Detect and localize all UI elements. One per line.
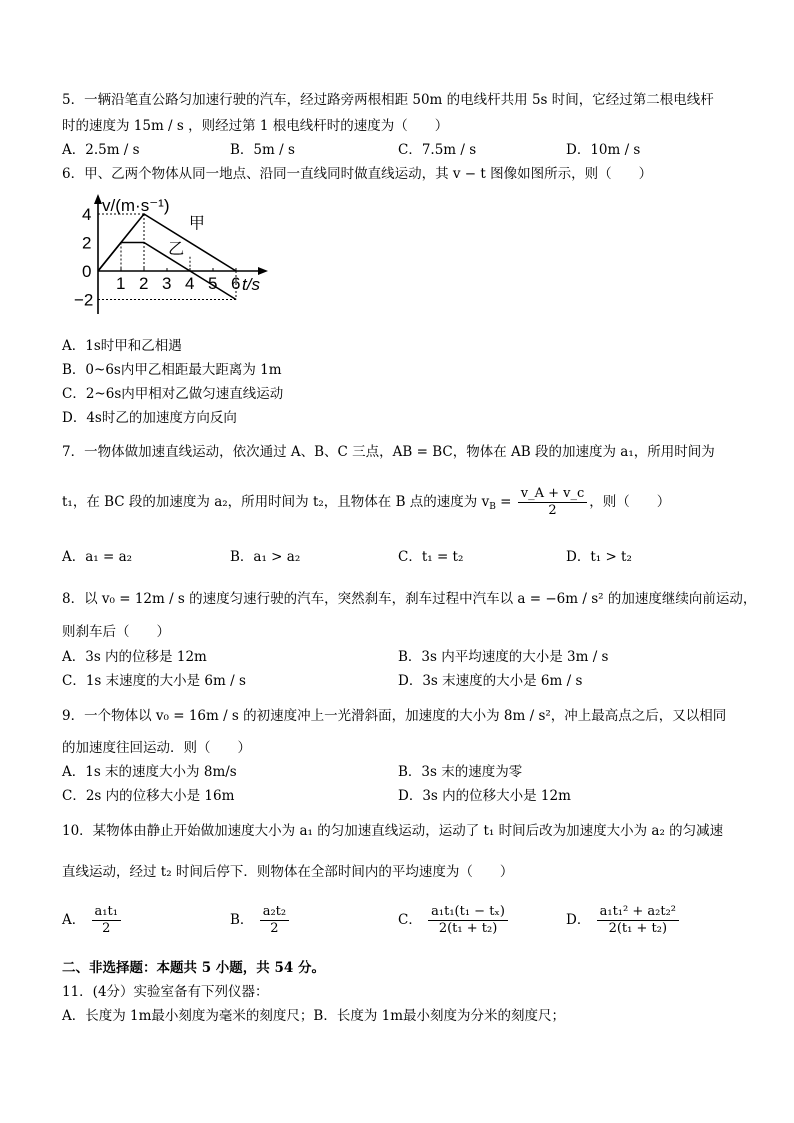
y-tick-label-2: 0 [82,262,92,281]
q7-fraction [518,486,588,519]
q5-option-b: B．5m / s [230,142,295,158]
y-tick-label-0: 4 [82,205,92,224]
x-tick-label-6: 6 [231,274,241,293]
q8-option-b: B．3s 内平均速度的大小是 3m / s [398,649,609,665]
series-label-jia: 甲 [188,213,205,233]
q9-option-d: D．3s 内的位移大小是 12m [398,788,571,804]
series-label-yi: 乙 [168,238,185,258]
x-tick-label-1: 1 [116,274,126,293]
q10-option-b-den: 2 [270,921,279,936]
q6-stem: 6．甲、乙两个物体从同一地点、沿同一直线同时做直线运动，其 v − t 图像如图所示，则（ ） [62,166,653,182]
q10-stem-line2: 直线运动，经过 t₂ 时间后停下．则物体在全部时间内的平均速度为（ ） [62,864,514,880]
series-line-jia [98,214,236,271]
y-axis-arrow [94,194,102,204]
q5-option-a: A．2.5m / s [62,142,140,158]
q7-frac-den: 2 [548,503,557,518]
q9-option-b: B．3s 末的速度为零 [398,764,523,780]
q9-option-c: C．2s 内的位移大小是 16m [62,788,235,804]
q10-option-d-num: a₁t₁² + a₂t₂² [597,904,679,921]
q5-stem-line1: 5．一辆沿笔直公路匀加速行驶的汽车，经过路旁两根相距 50m 的电线杆共用 5s 时间，它经过第二根电线杆 [62,92,714,108]
q10-option-c [398,900,510,940]
q8-option-c: C．1s 末速度的大小是 6m / s [62,673,246,689]
q8-option-d: D．3s 末速度的大小是 6m / s [398,673,583,689]
q7-option-d: D．t₁ > t₂ [566,549,632,565]
x-axis-arrow [258,267,268,275]
q10-option-a-num: a₁t₁ [92,904,121,921]
q9-option-a: A．1s 末的速度大小为 8m/s [62,764,237,780]
q11-line: A．长度为 1m最小刻度为毫米的刻度尺；B．长度为 1m最小刻度为分米的刻度尺； [62,1008,566,1024]
q11-stem: 11．(4分）实验室备有下列仪器： [62,984,269,1000]
q7-option-c: C．t₁ = t₂ [398,549,464,565]
q5-stem-line2: 时的速度为 15m / s ，则经过第 1 根电线杆时的速度为（ ） [62,118,449,134]
x-tick-label-4: 4 [185,274,195,293]
q6-option-c: C．2~6s内甲相对乙做匀速直线运动 [62,386,284,402]
q10-option-d-den: 2(t₁ + t₂) [608,921,668,936]
q10-option-c-label: C． [398,912,422,928]
q9-stem-line1: 9．一个物体以 v₀ = 16m / s 的初速度冲上一光滑斜面，加速度的大小为 8m / s²，冲上最高点之后，又以相同 [62,708,727,724]
q7-line2-post: ，则（ ） [589,494,671,510]
section2-heading: 二、非选择题：本题共 5 小题，共 54 分。 [62,960,325,976]
q6-option-b: B．0~6s内甲乙相距最大距离为 1m [62,362,282,378]
x-tick-label-2: 2 [139,274,149,293]
q10-option-a-den: 2 [102,921,111,936]
q7-stem-line1: 7．一物体做加速直线运动，依次通过 A、B、C 三点，AB = BC，物体在 AB 段的加速度为 a₁，所用时间为 [62,444,715,460]
q7-option-a: A．a₁ = a₂ [62,549,133,565]
q5-option-d: D．10m / s [566,142,641,158]
q7-line2-pre: t₁，在 BC 段的加速度为 a₂，所用时间为 t₂，且物体在 B 点的速度为 v [62,494,490,510]
y-axis-label: v/(m·s⁻¹) [102,196,170,215]
q10-stem-line1: 10．某物体由静止开始做加速度大小为 a₁ 的匀加速直线运动，运动了 t₁ 时间后改为加速度大小为 a₂ 的匀减速 [62,823,724,839]
q9-stem-line2: 的加速度往回运动．则（ ） [62,740,251,756]
q6-option-a: A．1s时甲和乙相遇 [62,338,182,354]
x-tick-label-5: 5 [208,274,218,293]
x-tick-label-3: 3 [162,274,172,293]
q10-option-c-num: a₁t₁(t₁ − tₓ) [428,904,508,921]
y-tick-label-3: −2 [74,290,94,310]
q10-option-c-den: 2(t₁ + t₂) [438,921,498,936]
q10-option-b [230,900,291,940]
x-axis-label: t/s [242,275,260,294]
q5-option-c: C．7.5m / s [398,142,477,158]
q6-option-d: D．4s时乙的加速度方向反向 [62,410,237,426]
vt-graph [74,192,284,320]
q8-stem-line1: 8．以 v₀ = 12m / s 的速度匀速行驶的汽车，突然刹车，刹车过程中汽车以 a = −6m / s² 的加速度继续向前运动， [62,591,757,607]
q10-option-d-label: D． [566,912,591,928]
q8-stem-line2: 则刹车后（ ） [62,624,170,640]
q10-option-d [566,900,681,940]
q7-stem-line2: t₁，在 BC 段的加速度为 a₂，所用时间为 t₂，且物体在 B 点的速度为 $v_B$ = $\frac{v\_A + v\_c}{2}$ ，则（ ） [62,486,671,518]
q7-option-b: B．a₁ > a₂ [230,549,301,565]
q8-option-a: A．3s 内的位移是 12m [62,649,207,665]
q10-option-a [62,900,123,940]
q7-frac-num: v_A + v_c [518,486,588,503]
q10-option-b-num: a₂t₂ [260,904,289,921]
q10-option-b-label: B． [230,912,254,928]
q10-option-a-label: A． [62,912,86,928]
y-tick-label-1: 2 [82,233,92,253]
